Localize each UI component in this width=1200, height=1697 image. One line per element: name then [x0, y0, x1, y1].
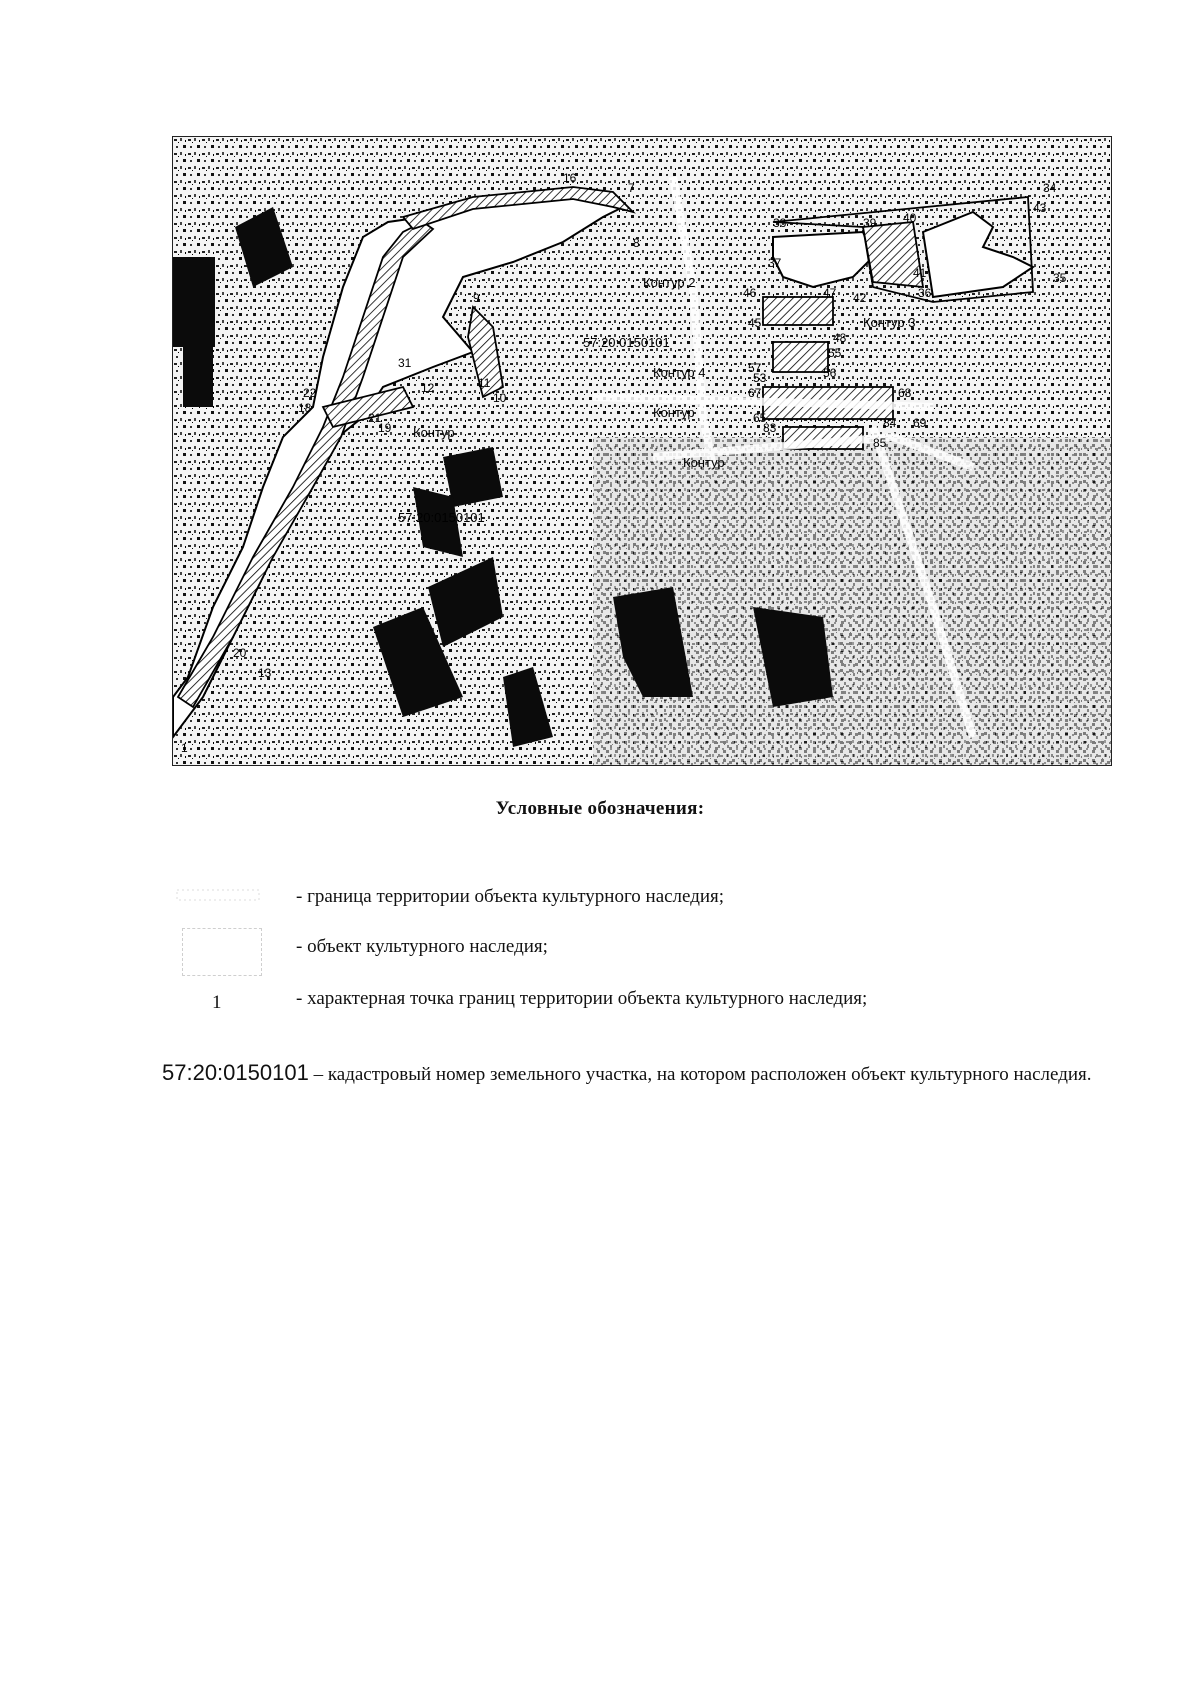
boundary-point-67: 67	[748, 386, 762, 400]
label-kontur-6: Контур	[683, 455, 725, 470]
boundary-point-35: 35	[1053, 271, 1067, 285]
cadastral-note	[162, 1050, 1112, 1098]
boundary-point-85: 85	[873, 436, 887, 450]
boundary-point-43: 43	[1033, 201, 1047, 215]
boundary-point-56: 56	[823, 366, 837, 380]
boundary-point-40: 40	[903, 211, 917, 225]
boundary-point-33: 33	[773, 216, 787, 230]
legend-row-point	[0, 980, 1200, 1020]
point-symbol: 1	[212, 992, 222, 1013]
legend-row-boundary	[0, 878, 1200, 918]
heritage-object-symbol-icon	[182, 928, 262, 976]
boundary-point-9: 9	[473, 291, 480, 305]
satellite-map	[172, 136, 1112, 766]
legend-text-object: - объект культурного наследия;	[296, 936, 548, 957]
label-cadastral-1: 57:20:0150101	[583, 335, 670, 350]
boundary-point-10: 10	[493, 391, 507, 405]
boundary-point-31: 31	[398, 356, 412, 370]
legend-text-point: - характерная точка границ территории объекта культурного наследия;	[296, 988, 868, 1009]
boundary-symbol-icon	[176, 884, 260, 906]
label-kontur-3: Контур 3	[863, 315, 916, 330]
boundary-point-1: 1	[181, 741, 188, 755]
label-kontur-1: Контур	[413, 425, 455, 440]
boundary-point-39: 39	[863, 216, 877, 230]
legend-title: Условные обозначения:	[495, 798, 705, 819]
boundary-point-13: 13	[258, 666, 272, 680]
boundary-point-20: 20	[233, 646, 247, 660]
cadastral-number: 57:20:0150101	[162, 1060, 309, 1085]
boundary-point-57: 57	[748, 361, 762, 375]
boundary-point-22: 22	[303, 386, 317, 400]
label-cadastral-2: 57:20:0150101	[398, 510, 485, 525]
map-canvas	[173, 137, 1111, 765]
boundary-point-83: 83	[763, 421, 777, 435]
boundary-point-7: 7	[628, 181, 635, 195]
boundary-point-36: 36	[918, 286, 932, 300]
boundary-point-21: 21	[368, 411, 382, 425]
boundary-point-55: 55	[828, 346, 842, 360]
boundary-point-65: 65	[753, 411, 767, 425]
label-kontur-4: Контур 4	[653, 365, 706, 380]
boundary-point-68: 68	[898, 386, 912, 400]
boundary-point-11: 11	[478, 376, 491, 390]
boundary-point-8: 8	[633, 236, 640, 250]
label-kontur-5: Контур	[653, 405, 695, 420]
legend-row-object	[0, 928, 1200, 968]
boundary-point-48: 48	[833, 331, 847, 345]
boundary-point-12: 12	[421, 381, 435, 395]
boundary-point-18: 18	[298, 401, 312, 415]
boundary-point-41: 41	[913, 266, 927, 280]
boundary-point-47: 47	[823, 286, 837, 300]
label-kontur-2: Контур 2	[643, 275, 696, 290]
boundary-point-34: 34	[1043, 181, 1057, 195]
boundary-point-37: 37	[768, 256, 782, 270]
boundary-point-42: 42	[853, 291, 867, 305]
boundary-point-53: 53	[753, 371, 767, 385]
legend-text-boundary: - граница территории объекта культурного наследия;	[296, 886, 725, 907]
boundary-point-46: 46	[743, 286, 757, 300]
boundary-point-19: 19	[378, 421, 392, 435]
boundary-point-16: 16	[563, 171, 577, 185]
cadastral-description: – кадастровый номер земельного участка, на котором расположен объект культурного наследия.	[308, 1064, 1092, 1085]
boundary-point-69: 69	[913, 416, 927, 430]
boundary-point-84: 84	[883, 416, 897, 430]
boundary-point-45: 45	[748, 316, 762, 330]
